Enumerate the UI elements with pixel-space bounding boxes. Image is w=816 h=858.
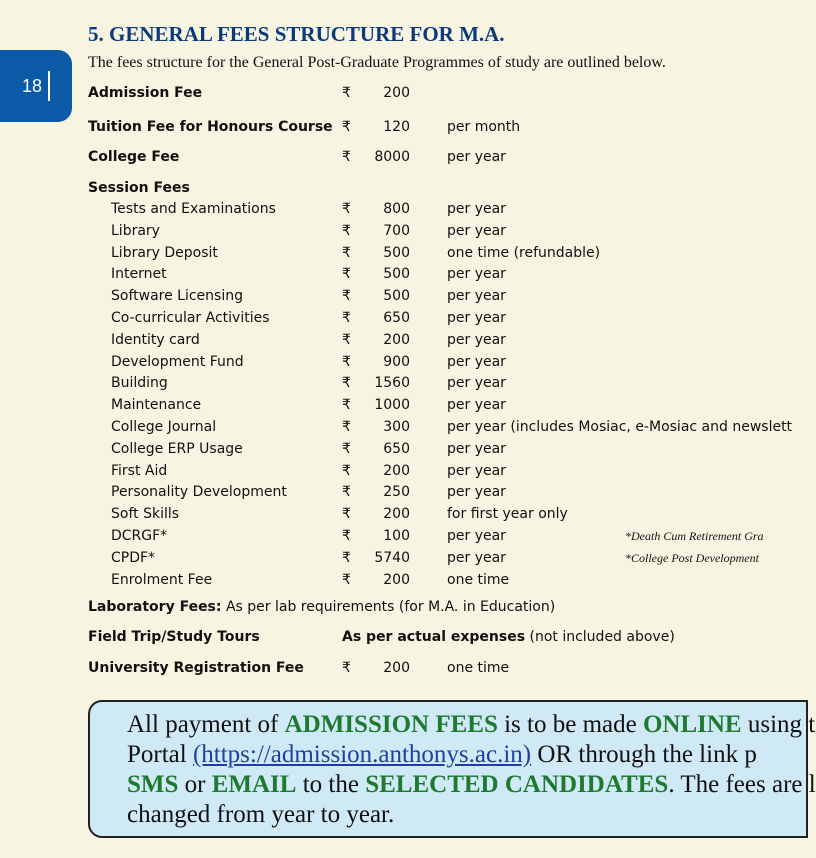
rupee-icon: ₹	[342, 119, 351, 135]
fee-period: per year	[447, 223, 506, 239]
fee-amount: 1000	[374, 397, 410, 413]
rupee-icon: ₹	[342, 332, 351, 348]
rupee-icon: ₹	[342, 288, 351, 304]
fee-period: per month	[447, 119, 521, 135]
notice-text: to the	[296, 771, 366, 798]
laboratory-fees-row	[88, 599, 555, 615]
notice-text: OR through the link p	[531, 741, 757, 768]
laboratory-fees-label: Laboratory Fees:	[88, 599, 222, 615]
fee-period: per year	[447, 397, 506, 413]
fee-label: CPDF*	[111, 550, 156, 566]
section-intro: The fees structure for the General Post-Graduate Programmes of study are outlined below.	[88, 54, 666, 71]
fee-label: Maintenance	[111, 397, 202, 413]
rupee-icon: ₹	[342, 463, 351, 479]
notice-text: All payment of	[127, 711, 285, 738]
rupee-icon: ₹	[342, 528, 351, 544]
rupee-icon: ₹	[342, 660, 351, 676]
fee-period: per year	[447, 354, 506, 370]
fee-period: per year (includes Mosiac, e-Mosiac and newslett	[447, 419, 793, 435]
session-fees-title: Session Fees	[88, 180, 190, 196]
footnote-text: *Death Cum Retirement Gra	[625, 529, 764, 543]
fee-label: Personality Development	[111, 484, 287, 500]
rupee-icon: ₹	[342, 550, 351, 566]
footnote-text: *College Post Development	[625, 551, 759, 565]
notice-highlight: SELECTED CANDIDATES	[365, 771, 669, 798]
fee-period: per year	[447, 484, 506, 500]
fee-label: DCRGF*	[111, 528, 168, 544]
notice-line-4	[127, 800, 806, 830]
fee-amount: 650	[383, 441, 410, 457]
fee-amount: 900	[383, 354, 410, 370]
payment-notice-box	[88, 700, 816, 838]
fee-label: Admission Fee	[88, 85, 203, 101]
fee-period: one time	[447, 660, 510, 676]
fee-amount: 250	[383, 484, 410, 500]
fee-period: one time	[447, 572, 510, 588]
admission-portal-link[interactable]: (https://admission.anthonys.ac.in)	[192, 741, 532, 768]
fee-amount: 8000	[374, 149, 410, 165]
fee-amount: 800	[383, 201, 410, 217]
fee-amount: 120	[383, 119, 410, 135]
fee-label: Library Deposit	[111, 245, 218, 261]
fee-amount: 200	[383, 660, 410, 676]
fee-amount: 200	[383, 332, 410, 348]
notice-text: . The fees are l	[668, 771, 816, 798]
fee-period: per year	[447, 149, 506, 165]
notice-highlight: ADMISSION FEES	[284, 711, 498, 738]
rupee-icon: ₹	[342, 149, 351, 165]
fee-label: College Journal	[111, 419, 217, 435]
fee-label: Library	[111, 223, 160, 239]
fee-label: Development Fund	[111, 354, 244, 370]
rupee-icon: ₹	[342, 506, 351, 522]
fee-period: per year	[447, 375, 506, 391]
rupee-icon: ₹	[342, 484, 351, 500]
fee-amount: 200	[383, 506, 410, 522]
fee-label: Internet	[111, 266, 167, 282]
notice-line-1	[127, 710, 816, 740]
fee-period: per year	[447, 528, 506, 544]
fee-label: Tests and Examinations	[111, 201, 276, 217]
fee-label: Software Licensing	[111, 288, 243, 304]
fee-amount: 650	[383, 310, 410, 326]
fee-label: Identity card	[111, 332, 200, 348]
notice-text: Portal	[127, 741, 193, 768]
rupee-icon: ₹	[342, 375, 351, 391]
section-title: 5. GENERAL FEES STRUCTURE FOR M.A.	[88, 22, 505, 46]
fee-amount: 700	[383, 223, 410, 239]
rupee-icon: ₹	[342, 85, 351, 101]
fee-period: one time (refundable)	[447, 245, 601, 261]
fee-period: per year	[447, 310, 506, 326]
rupee-icon: ₹	[342, 354, 351, 370]
field-trip-row	[88, 629, 688, 649]
field-trip-label: Field Trip/Study Tours	[88, 629, 260, 645]
fee-period: per year	[447, 550, 506, 566]
rupee-icon: ₹	[342, 266, 351, 282]
notice-text: or	[178, 771, 212, 798]
fee-label: Enrolment Fee	[111, 572, 213, 588]
fee-period: per year	[447, 332, 506, 348]
fee-amount: 300	[383, 419, 410, 435]
notice-line-2	[127, 740, 806, 770]
notice-highlight: EMAIL	[211, 771, 297, 798]
fee-label: College Fee	[88, 149, 180, 165]
fee-amount: 100	[383, 528, 410, 544]
rupee-icon: ₹	[342, 397, 351, 413]
page-number: 18	[21, 75, 43, 96]
page-number-divider	[48, 71, 50, 101]
fee-period: for first year only	[447, 506, 568, 522]
fee-amount: 500	[383, 266, 410, 282]
fee-label: Tuition Fee for Honours Course	[88, 119, 333, 135]
fee-period: per year	[447, 463, 506, 479]
fee-period: per year	[447, 441, 506, 457]
notice-text: using t	[741, 711, 816, 738]
field-trip-value	[342, 629, 675, 645]
notice-highlight: SMS	[127, 771, 179, 798]
fee-amount: 500	[383, 288, 410, 304]
notice-text: is to be made	[497, 711, 643, 738]
fee-amount: 200	[383, 85, 410, 101]
rupee-icon: ₹	[342, 310, 351, 326]
fee-label: Building	[111, 375, 168, 391]
laboratory-fees-text: As per lab requirements (for M.A. in Education)	[221, 599, 556, 615]
fee-label: Co-curricular Activities	[111, 310, 270, 326]
notice-highlight: ONLINE	[642, 711, 742, 738]
notice-line-3	[127, 770, 816, 800]
field-trip-value-bold: As per actual expenses	[342, 629, 526, 645]
page-number-tab	[0, 50, 72, 122]
fee-label: College ERP Usage	[111, 441, 243, 457]
fee-amount: 1560	[374, 375, 410, 391]
rupee-icon: ₹	[342, 245, 351, 261]
fee-period: per year	[447, 201, 506, 217]
rupee-icon: ₹	[342, 223, 351, 239]
field-trip-value-rest: (not included above)	[525, 629, 675, 645]
fee-amount: 200	[383, 572, 410, 588]
rupee-icon: ₹	[342, 419, 351, 435]
fee-amount: 5740	[374, 550, 410, 566]
fee-label: First Aid	[111, 463, 168, 479]
fee-amount: 500	[383, 245, 410, 261]
rupee-icon: ₹	[342, 572, 351, 588]
fee-label: University Registration Fee	[88, 660, 304, 676]
fee-period: per year	[447, 266, 506, 282]
rupee-icon: ₹	[342, 201, 351, 217]
fee-label: Soft Skills	[111, 506, 180, 522]
notice-text: changed from year to year.	[127, 801, 395, 828]
fee-amount: 200	[383, 463, 410, 479]
fee-period: per year	[447, 288, 506, 304]
rupee-icon: ₹	[342, 441, 351, 457]
